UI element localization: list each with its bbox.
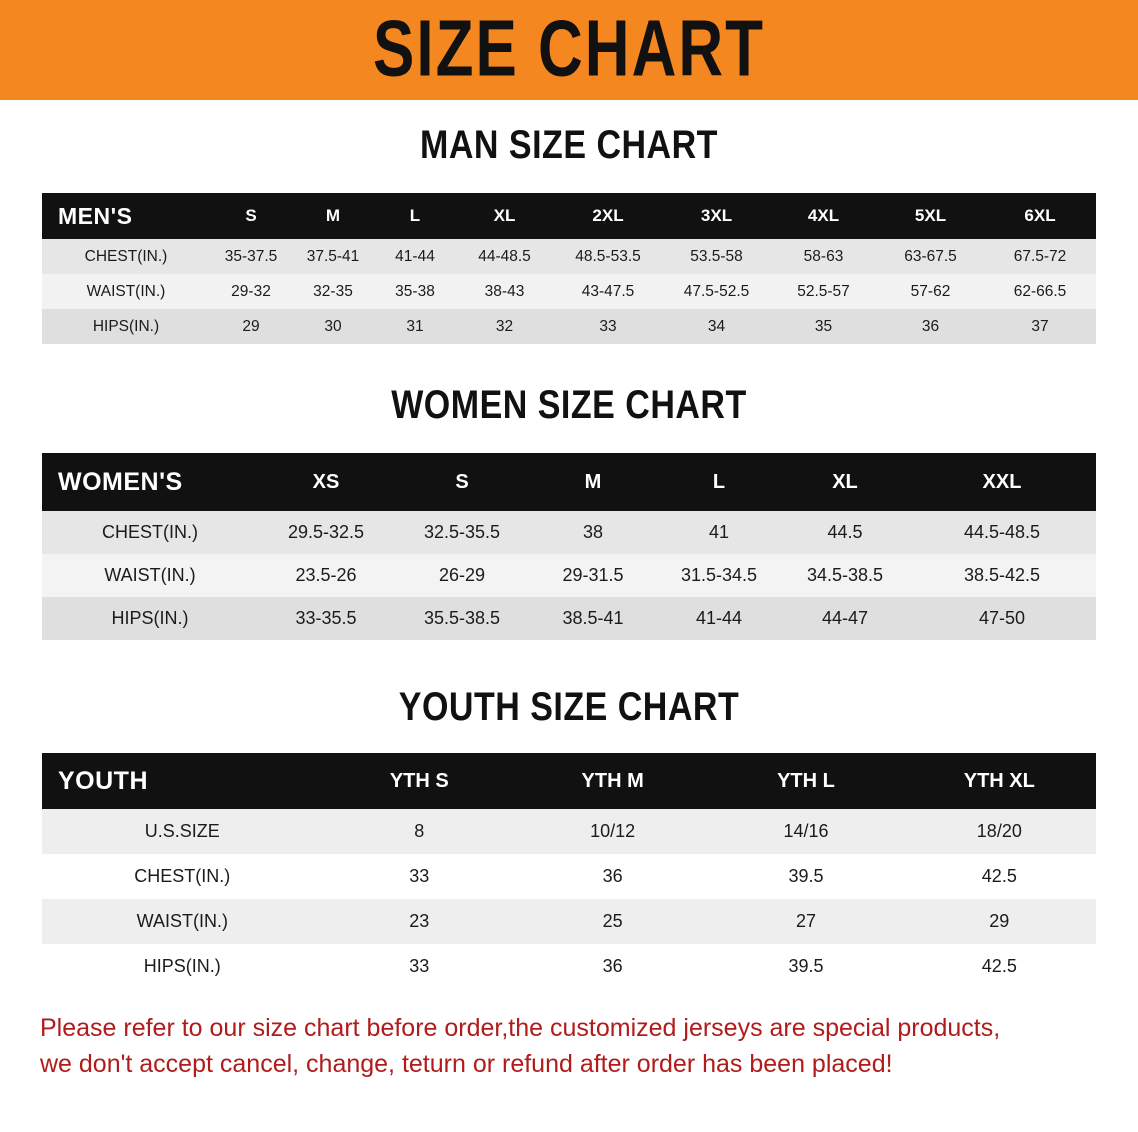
row-header: CHEST(IN.) (42, 239, 210, 274)
table-cell: 29 (903, 899, 1096, 944)
table-cell: 36 (516, 854, 709, 899)
table-cell: 48.5-53.5 (553, 239, 663, 274)
col-header: XXL (908, 453, 1096, 511)
table-cell: 25 (516, 899, 709, 944)
table-cell: 38 (530, 511, 656, 554)
table-cell: 10/12 (516, 809, 709, 854)
table-cell: 14/16 (709, 809, 902, 854)
table-cell: 58-63 (770, 239, 877, 274)
table-cell: 41-44 (656, 597, 782, 640)
table-cell: 30 (292, 309, 374, 344)
col-header: S (210, 193, 292, 239)
table-cell: 23 (323, 899, 516, 944)
col-header: YOUTH (42, 753, 323, 809)
table-cell: 57-62 (877, 274, 984, 309)
row-header: HIPS(IN.) (42, 597, 258, 640)
table-cell: 37 (984, 309, 1096, 344)
table-cell: 41 (656, 511, 782, 554)
col-header: M (530, 453, 656, 511)
table-row (42, 854, 1096, 899)
table-cell: 43-47.5 (553, 274, 663, 309)
table-cell: 63-67.5 (877, 239, 984, 274)
table-cell: 42.5 (903, 944, 1096, 989)
row-header: WAIST(IN.) (42, 899, 323, 944)
table-cell: 47-50 (908, 597, 1096, 640)
header-banner (0, 0, 1138, 100)
row-header: HIPS(IN.) (42, 944, 323, 989)
table-cell: 29-31.5 (530, 554, 656, 597)
women-size-table (42, 453, 1096, 640)
table-cell: 35-37.5 (210, 239, 292, 274)
table-cell: 44.5 (782, 511, 908, 554)
table-cell: 33 (553, 309, 663, 344)
table-cell: 18/20 (903, 809, 1096, 854)
disclaimer-line-1: Please refer to our size chart before order,the customized jerseys are special products, (40, 1014, 1001, 1042)
table-row (42, 274, 1096, 309)
table-row (42, 511, 1096, 554)
youth-table-wrap (0, 753, 1138, 989)
table-cell: 33-35.5 (258, 597, 394, 640)
table-cell: 8 (323, 809, 516, 854)
table-row (42, 597, 1096, 640)
col-header: MEN'S (42, 193, 210, 239)
row-header: U.S.SIZE (42, 809, 323, 854)
table-cell: 31 (374, 309, 456, 344)
col-header: S (394, 453, 530, 511)
table-cell: 35-38 (374, 274, 456, 309)
table-cell: 67.5-72 (984, 239, 1096, 274)
table-cell: 36 (516, 944, 709, 989)
row-header: WAIST(IN.) (42, 554, 258, 597)
table-cell: 35.5-38.5 (394, 597, 530, 640)
col-header: YTH S (323, 753, 516, 809)
col-header: YTH L (709, 753, 902, 809)
man-size-table (42, 193, 1096, 344)
col-header: XL (456, 193, 553, 239)
col-header: M (292, 193, 374, 239)
col-header: WOMEN'S (42, 453, 258, 511)
col-header: XS (258, 453, 394, 511)
col-header: 4XL (770, 193, 877, 239)
table-cell: 35 (770, 309, 877, 344)
table-row (42, 944, 1096, 989)
table-cell: 44.5-48.5 (908, 511, 1096, 554)
table-row (42, 239, 1096, 274)
table-row (42, 554, 1096, 597)
table-cell: 39.5 (709, 854, 902, 899)
man-table-wrap (0, 193, 1138, 344)
table-cell: 32.5-35.5 (394, 511, 530, 554)
table-cell: 29.5-32.5 (258, 511, 394, 554)
row-header: WAIST(IN.) (42, 274, 210, 309)
row-header: HIPS(IN.) (42, 309, 210, 344)
col-header: 3XL (663, 193, 770, 239)
table-header-row (42, 753, 1096, 809)
table-cell: 44-47 (782, 597, 908, 640)
table-row (42, 809, 1096, 854)
table-cell: 47.5-52.5 (663, 274, 770, 309)
table-cell: 33 (323, 854, 516, 899)
col-header: 6XL (984, 193, 1096, 239)
row-header: CHEST(IN.) (42, 511, 258, 554)
table-cell: 32 (456, 309, 553, 344)
table-cell: 42.5 (903, 854, 1096, 899)
youth-size-table (42, 753, 1096, 989)
col-header: XL (782, 453, 908, 511)
table-cell: 44-48.5 (456, 239, 553, 274)
table-cell: 39.5 (709, 944, 902, 989)
table-cell: 29 (210, 309, 292, 344)
disclaimer-note (40, 1011, 1098, 1082)
table-cell: 27 (709, 899, 902, 944)
table-cell: 23.5-26 (258, 554, 394, 597)
page-title: SIZE CHART (373, 5, 765, 94)
table-cell: 38-43 (456, 274, 553, 309)
col-header: L (374, 193, 456, 239)
table-cell: 32-35 (292, 274, 374, 309)
table-cell: 52.5-57 (770, 274, 877, 309)
disclaimer-line-2: we don't accept cancel, change, teturn or refund after order has been placed! (40, 1049, 893, 1078)
table-header-row (42, 193, 1096, 239)
col-header: 2XL (553, 193, 663, 239)
table-cell: 31.5-34.5 (656, 554, 782, 597)
table-cell: 26-29 (394, 554, 530, 597)
man-section-title: MAN SIZE CHART (420, 122, 718, 168)
table-row (42, 309, 1096, 344)
table-cell: 34 (663, 309, 770, 344)
col-header: 5XL (877, 193, 984, 239)
women-table-wrap (0, 453, 1138, 640)
col-header: YTH XL (903, 753, 1096, 809)
table-cell: 29-32 (210, 274, 292, 309)
col-header: L (656, 453, 782, 511)
youth-section-title: YOUTH SIZE CHART (398, 684, 740, 730)
table-header-row (42, 453, 1096, 511)
row-header: CHEST(IN.) (42, 854, 323, 899)
table-cell: 41-44 (374, 239, 456, 274)
table-cell: 62-66.5 (984, 274, 1096, 309)
table-cell: 37.5-41 (292, 239, 374, 274)
table-row (42, 899, 1096, 944)
table-cell: 53.5-58 (663, 239, 770, 274)
table-cell: 36 (877, 309, 984, 344)
women-section-title: WOMEN SIZE CHART (391, 382, 747, 428)
col-header: YTH M (516, 753, 709, 809)
table-cell: 33 (323, 944, 516, 989)
table-cell: 38.5-42.5 (908, 554, 1096, 597)
table-cell: 38.5-41 (530, 597, 656, 640)
table-cell: 34.5-38.5 (782, 554, 908, 597)
